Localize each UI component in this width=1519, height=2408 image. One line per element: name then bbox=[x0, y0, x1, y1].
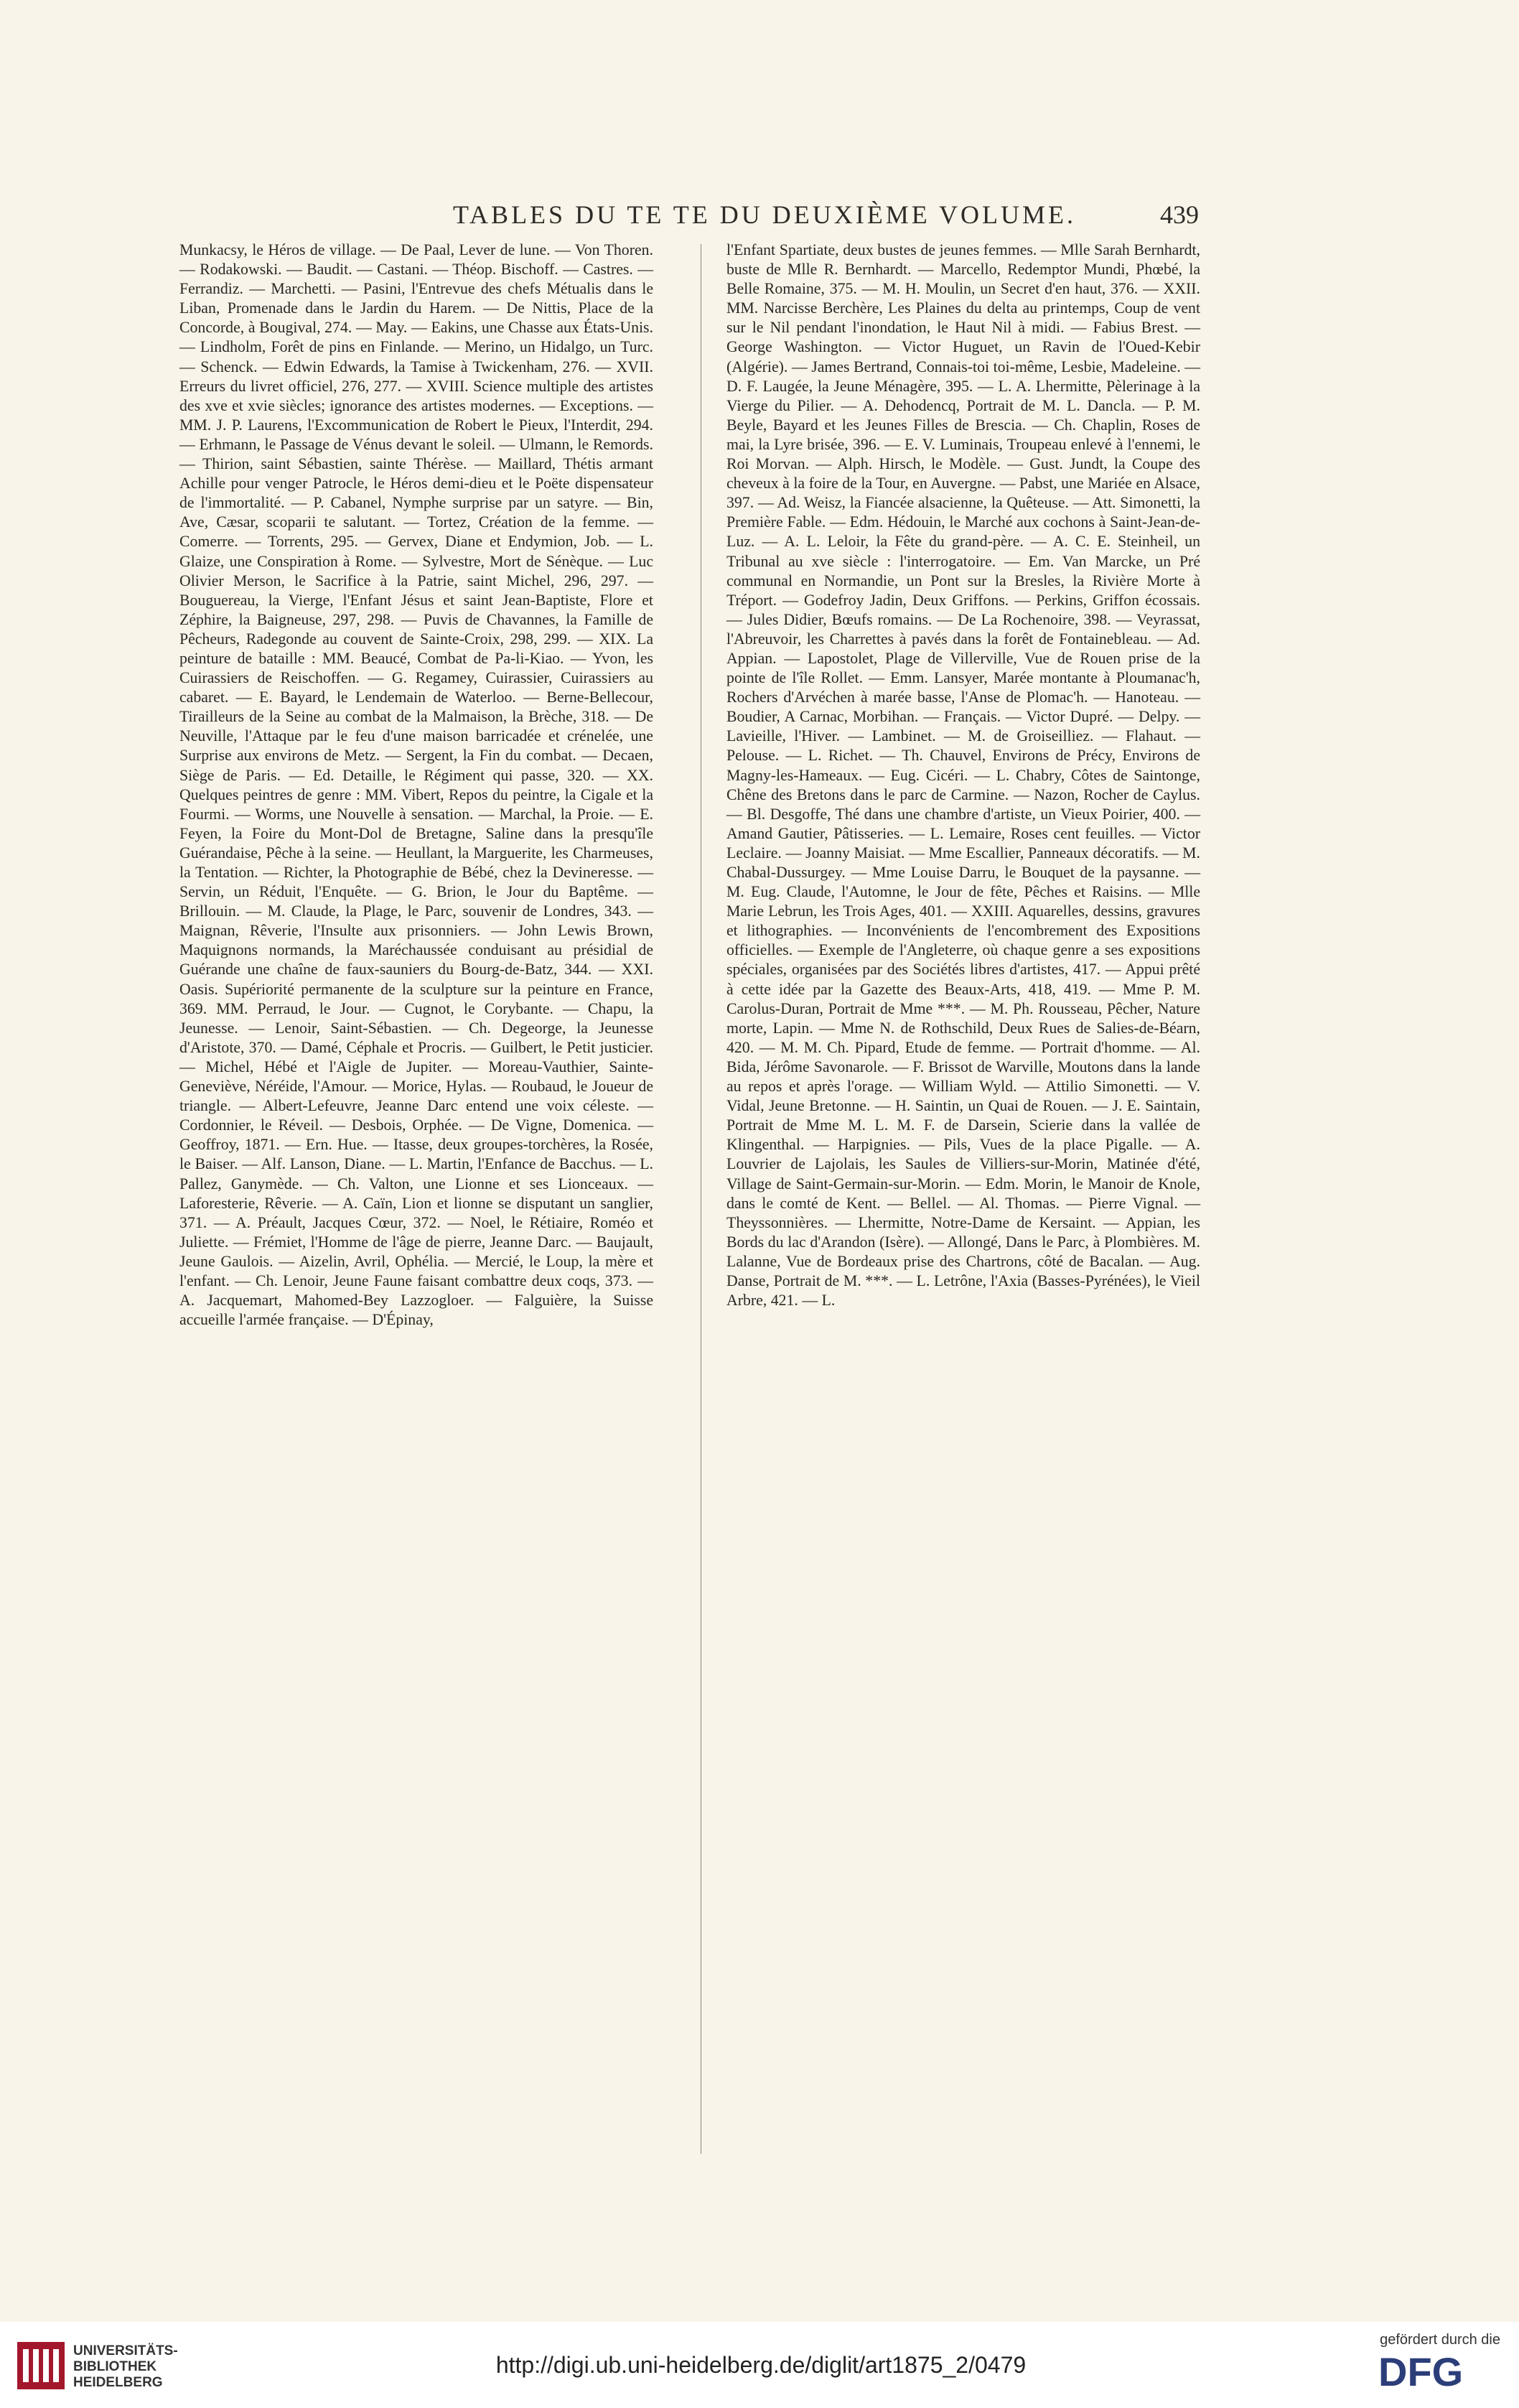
library-seal-icon bbox=[16, 2341, 66, 2391]
digitization-footer bbox=[0, 2322, 1519, 2408]
page-number: 439 bbox=[1160, 200, 1199, 229]
source-url-link[interactable]: http://digi.ub.uni-heidelberg.de/diglit/art1875_2/0479 bbox=[495, 2352, 1027, 2378]
page-title: TABLES DU TE TE DU DEUXIÈME VOLUME. bbox=[452, 200, 1077, 229]
library-name: UNIVERSITÄTS- BIBLIOTHEK HEIDELBERG bbox=[73, 2343, 178, 2390]
right-column bbox=[726, 241, 1200, 1310]
dfg-logo-icon[interactable] bbox=[1378, 2351, 1500, 2391]
dfg-logo-text: DFG bbox=[1378, 2351, 1464, 2391]
library-logo[interactable] bbox=[16, 2341, 224, 2392]
funded-by-label: gefördert durch die bbox=[1380, 2332, 1500, 2348]
right-column-text: l'Enfant Spartiate, deux bustes de jeunes femmes. — Mlle Sarah Bernhardt, buste de Mlle R. Bernhardt. — Marcello, Redemptor Mundi, Phœbé, la Belle Romaine, 375. — M. H. Moulin, un Secret d'en haut, 376. — XXII. MM. Narcisse Berchère, Les Plaines du delta au printemps, Coup de vent sur le Nil pendant l'inondation, le Haut Nil à midi. — Fabius Brest. — George Washington. — Victor Huguet, un Ravin de l'Oued-Kebir (Algérie). — James Bertrand, Connais-toi toi-même, Lesbie, Madeleine. — D. F. Laugée, la Jeune Ménagère, 395. — L. A. Lhermitte, Pèlerinage à la Vierge du Pilier. — A. Dehodencq, Portrait de M. L. Dancla. — P. M. Beyle, Bayard et les Jeunes Filles de Brescia. — Ch. Chaplin, Roses de mai, la Lyre brisée, 396. — E. V. Luminais, Troupeau enlevé à l'ennemi, le Roi Morvan. — Alph. Hirsch, le Modèle. — Gust. Jundt, la Coupe des cheveux à la foire de la Tour, en Auvergne. — Pabst, une Mariée en Alsace, 397. — Ad. Weisz, la Fiancée alsacienne, la Quêteuse. — Att. Simonetti, la Première Fable. — Edm. Hédouin, le Marché aux cochons à Saint-Jean-de-Luz. — A. L. Leloir, la Fête du grand-père. — A. C. E. Steinheil, un Tribunal au xve siècle : l'interrogatoire. — Em. Van Marcke, un Pré communal en Normandie, un Pont sur la Bresles, la Rivière Morte à Tréport. — Godefroy Jadin, Deux Griffons. — Perkins, Griffon écossais. — Jules Didier, Bœufs romains. — De La Rochenoire, 398. — Veyrassat, l'Abreuvoir, les Charrettes à pavés dans la forêt de Fontainebleau. — Ad. Appian. — Lapostolet, Plage de Villerville, Vue de Rouen prise de la pointe de l'île Rollet. — Emm. Lansyer, Marée montante à Ploumanac'h, Rochers d'Arvéchen à marée basse, l'Anse de Plomac'h. — Hanoteau. — Boudier, A Carnac, Morbihan. — Français. — Victor Dupré. — Delpy. — Lavieille, l'Hiver. — Lambinet. — M. de Groiseilliez. — Flahaut. — Pelouse. — L. Richet. — Th. Chauvel, Environs de Précy, Environs de Magny-les-Hameaux. — Eug. Cicéri. — L. Chabry, Côtes de Saintonge, Chêne des Bretons dans le parc de Carmine. — Nazon, Rocher de Caylus. — Bl. Desgoffe, Thé dans une chambre d'artiste, un Vieux Poirier, 400. — Amand Gautier, Pâtisseries. — L. Lemaire, Roses cent feuilles. — Victor Leclaire. — Joanny Maisiat. — Mme Escallier, Panneaux décoratifs. — M. Chabal-Dussurgey. — Mme Louise Darru, le Bouquet de la paysanne. — M. Eug. Claude, l'Automne, le Jour de fête, Pêches et Raisins. — Mlle Marie Lebrun, les Trois Ages, 401. — XXIII. Aquarelles, dessins, gravures et lithographies. — Inconvénients de l'encombrement des Expositions officielles. — Exemple de l'Angleterre, où chaque genre a ses expositions spéciales, organisées par des Sociétés libres d'artistes, 417. — Appui prêté à cette idée par la Gazette des Beaux-Arts, 418, 419. — Mme P. M. Carolus-Duran, Portrait de Mme ***. — M. Ph. Rousseau, Pêcher, Nature morte, Lapin. — Mme N. de Rothschild, Deux Rues de Salies-de-Béarn, 420. — M. M. Ch. Pipard, Etude de femme. — Portrait d'homme. — Al. Bida, Jérôme Savonarole. — F. Brissot de Warville, Moutons dans la lande au repos et après l'orage. — William Wyld. — Attilio Simonetti. — V. Vidal, Jeune Bretonne. — H. Saintin, un Quai de Rouen. — J. E. Saintain, Portrait de Mme M. L. M. F. de Darsein, Scierie dans la vallée de Klingenthal. — Harpignies. — Pils, Vues de la place Pigalle. — A. Louvrier de Lajolais, les Saules de Villiers-sur-Morin, Matinée d'été, Village de Saint-Germain-sur-Morin. — Edm. Morin, le Manoir de Knole, dans le comté de Kent. — Bellel. — Al. Thomas. — Pierre Vignal. — Theyssonnières. — Lhermitte, Notre-Dame de Kersaint. — Appian, les Bords du lac d'Arandon (Isère). — Allongé, Dans le Parc, à Plombières. M. Lalanne, Vue de Bordeaux prise des Chartrons, côté de Bacalan. — Aug. Danse, Portrait de M. ***. — L. Letrône, l'Axia (Basses-Pyrénées), le Vieil Arbre, 421. — L. bbox=[726, 241, 1200, 1310]
left-column bbox=[179, 241, 653, 1330]
funding-notice bbox=[1321, 2332, 1500, 2395]
left-column-text: Munkacsy, le Héros de village. — De Paal, Lever de lune. — Von Thoren. — Rodakowski. — Baudit. — Castani. — Théop. Bischoff. — Castres. — Ferrandiz. — Marchetti. — Pasini, l'Entrevue des chefs Métualis dans le Liban, Promenade dans le Jardin du Harem. — De Nittis, Place de la Concorde, à Bougival, 274. — May. — Eakins, une Chasse aux États-Unis. — Lindholm, Forêt de pins en Finlande. — Merino, un Hidalgo, un Turc. — Schenck. — Edwin Edwards, la Tamise à Twickenham, 276. — XVII. Erreurs du livret officiel, 276, 277. — XVIII. Science multiple des artistes des xve et xvie siècles; ignorance des artistes modernes. — Exceptions. — MM. J. P. Laurens, l'Excommunication de Robert le Pieux, l'Interdit, 294. — Erhmann, le Passage de Vénus devant le soleil. — Ulmann, le Remords. — Thirion, saint Sébastien, sainte Thérèse. — Maillard, Thétis armant Achille pour venger Patrocle, le Héros demi-dieu et le Poëte dispensateur de l'immortalité. — P. Cabanel, Nymphe surprise par un satyre. — Bin, Ave, Cæsar, scoparii te salutant. — Tortez, Création de la femme. — Comerre. — Torrents, 295. — Gervex, Diane et Endymion, Job. — L. Glaize, une Conspiration à Rome. — Sylvestre, Mort de Sénèque. — Luc Olivier Merson, le Sacrifice à la Patrie, saint Michel, 296, 297. — Bouguereau, la Vierge, l'Enfant Jésus et saint Jean-Baptiste, Flore et Zéphire, la Baigneuse, 297, 298. — Puvis de Chavannes, la Famille de Pêcheurs, Radegonde au couvent de Sainte-Croix, 298, 299. — XIX. La peinture de bataille : MM. Beaucé, Combat de Pa-li-Kiao. — Yvon, les Cuirassiers de Reischoffen. — G. Regamey, Cuirassier, Cuirassiers au cabaret. — E. Bayard, le Lendemain de Waterloo. — Berne-Bellecour, Tirailleurs de la Seine au combat de la Malmaison, la Brèche, 318. — De Neuville, l'Attaque par le feu d'une maison barricadée et crénelée, une Surprise aux environs de Metz. — Sergent, la Fin du combat. — Decaen, Siège de Paris. — Ed. Detaille, le Régiment qui passe, 320. — XX. Quelques peintres de genre : MM. Vibert, Repos du peintre, la Cigale et la Fourmi. — Worms, une Nouvelle à sensation. — Marchal, la Proie. — E. Feyen, la Foire du Mont-Dol de Bretagne, Saline dans la presqu'île Guérandaise, Pêche à la seine. — Heullant, la Marguerite, les Charmeuses, la Tentation. — Richter, la Photographie de Bébé, chez la Devineresse. — Servin, un Réduit, l'Enquête. — G. Brion, le Jour du Baptême. — Brillouin. — M. Claude, la Plage, le Parc, souvenir de Londres, 343. — Maignan, Rêverie, l'Insulte aux prisonniers. — John Lewis Brown, Maquignons normands, la Maréchaussée conduisant au présidial de Guérande une chaîne de faux-sauniers du Bourg-de-Batz, 344. — XXI. Oasis. Supériorité permanente de la sculpture sur la peinture en France, 369. MM. Perraud, le Jour. — Cugnot, le Corybante. — Chapu, la Jeunesse. — Lenoir, Saint-Sébastien. — Ch. Degeorge, la Jeunesse d'Aristote, 370. — Damé, Céphale et Procris. — Guilbert, le Petit justicier. — Michel, Hébé et l'Aigle de Jupiter. — Moreau-Vauthier, Sainte-Geneviève, Néréide, l'Amour. — Morice, Hylas. — Roubaud, le Joueur de triangle. — Albert-Lefeuvre, Jeanne Darc entend une voix céleste. — Cordonnier, le Réveil. — Desbois, Orphée. — De Vigne, Domenica. — Geoffroy, 1871. — Ern. Hue. — Itasse, deux groupes-torchères, la Rosée, le Baiser. — Alf. Lanson, Diane. — L. Martin, l'Enfance de Bacchus. — L. Pallez, Ganymède. — Ch. Valton, une Lionne et ses Lionceaux. — Laforesterie, Rêverie. — A. Caïn, Lion et lionne se disputant un sanglier, 371. — A. Préault, Jacques Cœur, 372. — Noel, le Rétiaire, Roméo et Juliette. — Frémiet, l'Homme de l'âge de pierre, Jeanne Darc. — Baujault, Jeune Gaulois. — Aizelin, Avril, Ophélia. — Mercié, le Loup, la mère et l'enfant. — Ch. Lenoir, Jeune Faune faisant combattre deux coqs, 373. — A. Jacquemart, Mahomed-Bey Lazzogloer. — Falguière, la Suisse accueille l'armée française. — D'Épinay, bbox=[179, 241, 653, 1329]
